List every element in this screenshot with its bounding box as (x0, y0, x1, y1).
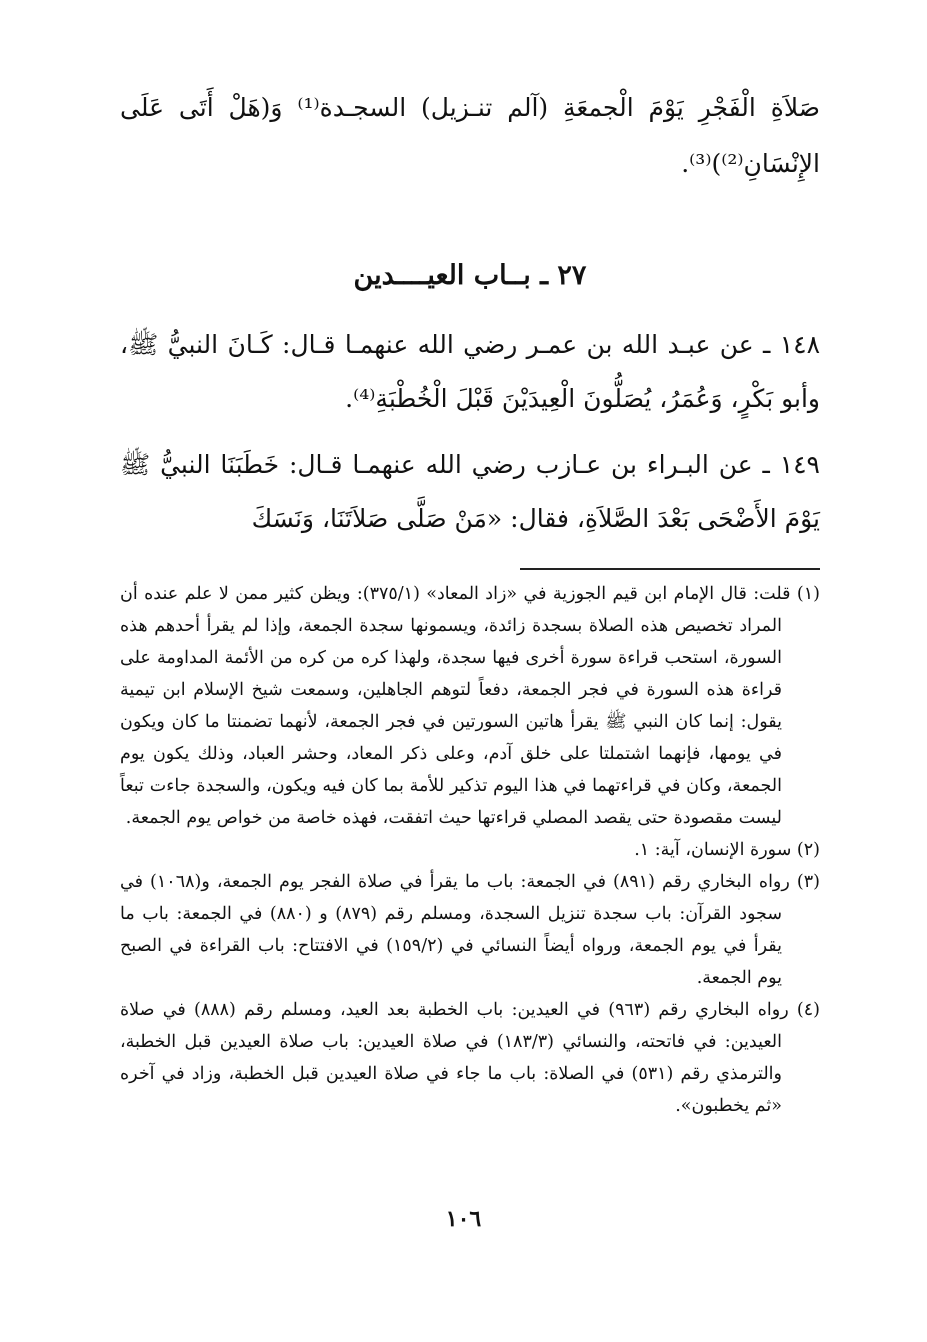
continued-text: صَلاَةِ الْفَجْرِ يَوْمَ الْجمعَةِ (آلم تنـزيل) السجـدة⁽¹⁾ وَ(هَلْ أَتَى عَلَى الإِنْسَانِ⁽²⁾)⁽³⁾. (120, 93, 820, 178)
footnotes (120, 578, 820, 1122)
footnote-1: (١) قلت: قال الإمام ابن قيم الجوزية في «زاد المعاد» (٣٧٥/١): ويظن كثير ممن لا علم عنده أن المراد تخصيص هذه الصلاة بسجدة زائدة، ويسمونها سجدة الجمعة، وإذا لم يقرأ أحدهم هذه السورة، استحب قراءة سورة أخرى فيها سجدة، ولهذا كره من كره من الأئمة المداومة على قراءة هذه السورة في فجر الجمعة، دفعاً لتوهم الجاهلين، وسمعت شيخ الإسلام ابن تيمية يقول: إنما كان النبي ﷺ يقرأ هاتين السورتين في فجر الجمعة، لأنهما تضمنتا ما كان ويكون في يومها، فإنهما اشتملتا على خلق آدم، وعلى ذكر المعاد، وحشر العباد، وذلك يكون يوم الجمعة، وكان في قراءتهما في هذا اليوم تذكير للأمة بما كان فيه ويكون، والسجدة جاءت تبعاً ليست مقصودة حتى يقصد المصلي قراءتها حيث اتفقت، فهذه خاصة من خواص يوم الجمعة. (120, 584, 820, 828)
footnote-3: (٣) رواه البخاري رقم (٨٩١) في الجمعة: باب ما يقرأ في صلاة الفجر يوم الجمعة، و(١٠٦٨) في سجود القرآن: باب سجدة تنزيل السجدة، ومسلم رقم (٨٧٩) و (٨٨٠) في الجمعة: باب ما يقرأ في يوم الجمعة، ورواه أيضاً النسائي في (١٥٩/٢) في الافتتاح: باب القراءة في الصبح يوم الجمعة. (120, 872, 820, 988)
page-number: ١٠٦ (445, 1206, 482, 1232)
footnote-separator (520, 568, 820, 570)
footnote-2: (٢) سورة الإنسان، آية: ١. (634, 840, 820, 860)
hadith-149: ١٤٩ ـ عن البـراء بن عـازب رضي الله عنهمـا قـال: خَطَبَنَا النبيُّ ﷺ يَوْمَ الأَضْحَى بَعْدَ الصَّلاَةِ، فقال: «مَنْ صَلَّى صَلاَتَنَا، وَنَسَكَ (120, 450, 820, 533)
footnote-4: (٤) رواه البخاري رقم (٩٦٣) في العيدين: باب الخطبة بعد العيد، ومسلم رقم (٨٨٨) في صلاة العيدين: في فاتحته، والنسائي (١٨٣/٣) في صلاة العيدين: باب صلاة العيدين قبل الخطبة، والترمذي رقم (٥٣١) في الصلاة: باب ما جاء في صلاة العيدين قبل الخطبة، وزاد في آخره «ثم يخطبون». (120, 1000, 820, 1116)
hadith-148: ١٤٨ ـ عن عبـد الله بن عمـر رضي الله عنهمـا قـال: كَـانَ النبيُّ ﷺ، وأبو بَكْرٍ، وَعُمَرُ، يُصَلُّونَ الْعِيدَيْنَ قَبْلَ الْخُطْبَةِ⁽⁴⁾. (120, 330, 821, 413)
book-page (120, 80, 820, 1122)
chapter-title: ٢٧ ـ بــاب العيــــدين (353, 260, 587, 291)
